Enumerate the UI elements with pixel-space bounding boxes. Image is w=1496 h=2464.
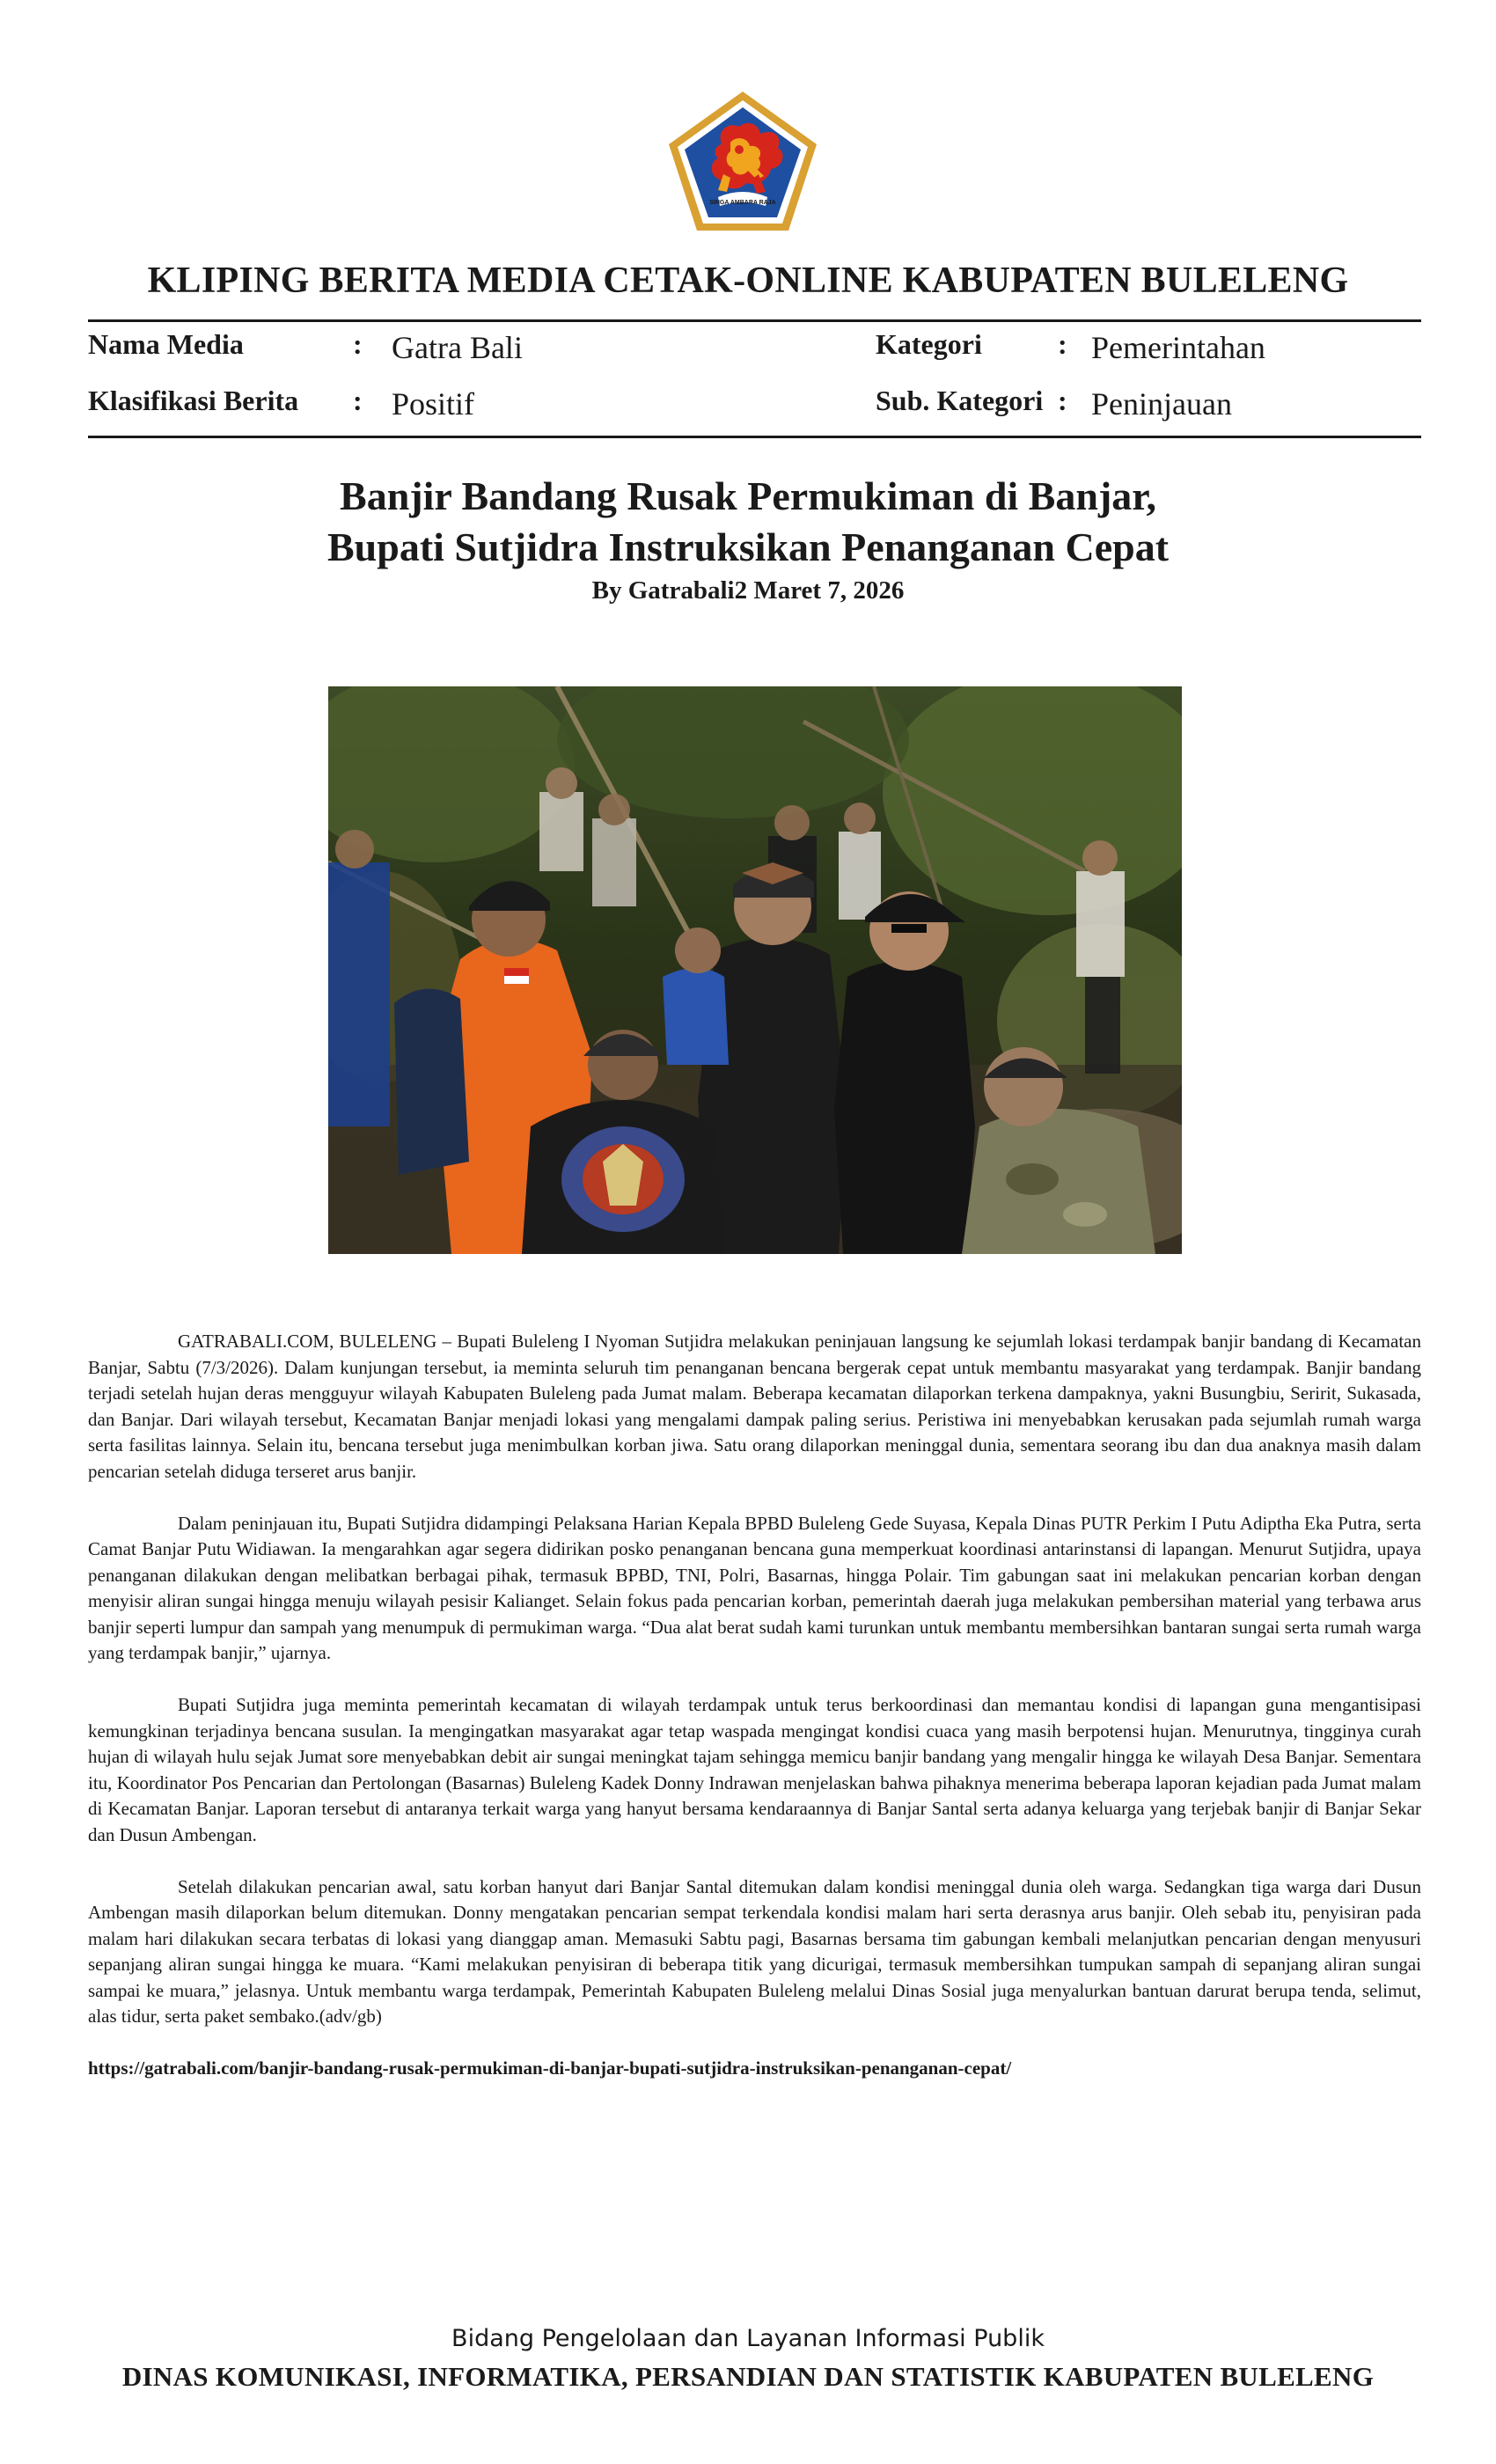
subkategori-value: Peninjauan [1091, 386, 1232, 422]
kategori-colon: : [1058, 328, 1067, 360]
source-url-link[interactable]: https://gatrabali.com/banjir-bandang-rusak-permukiman-di-banjar-bupati-sutjidra-instruksikan-penanganan-cepat/ [88, 2057, 1012, 2079]
media-colon: : [353, 328, 363, 360]
media-label: Nama Media [88, 328, 244, 360]
klasifikasi-value: Positif [392, 386, 475, 422]
logo-text: SINGA AMBARA RAJA [709, 200, 776, 206]
clipping-title: KLIPING BERITA MEDIA CETAK-ONLINE KABUPATEN BULELENG [147, 260, 1349, 301]
headline-line-2: Bupati Sutjidra Instruksikan Penanganan Cepat [326, 524, 1170, 569]
article-paragraph-2: Dalam peninjauan itu, Bupati Sutjidra didampingi Pelaksana Harian Kepala BPBD Buleleng Gede Suyasa, Kepala Dinas PUTR Perkim I Putu Adiptha Eka Putra, serta Camat Banjar Putu Widiawan. Ia mengarahkan agar segera didirikan posko penanganan bencana guna memperkuat koordinasi antarinstansi di lapangan. Menurut Sutjidra, upaya penanganan dilakukan dengan melibatkan berbagai pihak, termasuk BPBD, TNI, Polri, Basarnas, hingga Polair. Tim gabungan saat ini melakukan pencarian korban dengan menyisir aliran sungai hingga menuju wilayah pesisir Kalianget. Selain fokus pada pencarian korban, pemerintah daerah juga melakukan pembersihan material yang terbawa arus banjir seperti lumpur dan sampah yang menumpuk di permukiman warga. “Dua alat berat sudah kami turunkan untuk membantu membersihkan bantaran sungai serta rumah warga yang terdampak banjir,” ujarnya. [88, 1512, 1421, 1663]
singa-ambara-raja-logo-icon [665, 88, 820, 234]
klasifikasi-label: Klasifikasi Berita [88, 385, 299, 416]
kategori-label: Kategori [876, 328, 982, 360]
article-paragraph-1: GATRABALI.COM, BULELENG – Bupati Buleleng I Nyoman Sutjidra melakukan peninjauan langsung ke sejumlah lokasi terdampak banjir bandang di Kecamatan Banjar, Sabtu (7/3/2026). Dalam kunjungan tersebut, ia meminta seluruh tim penanganan bencana bergerak cepat untuk membantu masyarakat yang terdampak. Banjir bandang terjadi setelah hujan deras mengguyur wilayah Kabupaten Buleleng pada Jumat malam. Beberapa kecamatan dilaporkan terkena dampaknya, yakni Busungbiu, Seririt, Sukasada, dan Banjar. Dari wilayah tersebut, Kecamatan Banjar menjadi lokasi yang mengalami dampak paling serius. Peristiwa ini menyebabkan kerusakan pada sejumlah rumah warga serta fasilitas lainnya. Selain itu, bencana tersebut juga menimbulkan korban jiwa. Satu orang dilaporkan meninggal dunia, sementara seorang ibu dan dua anaknya masih dalam pencarian setelah diduga terseret arus banjir. [88, 1331, 1421, 1482]
top-divider [88, 319, 1421, 322]
media-value: Gatra Bali [392, 330, 523, 365]
footer-subtitle: Bidang Pengelolaan dan Layanan Informasi Publik [451, 2325, 1045, 2352]
klasifikasi-colon: : [353, 385, 363, 416]
news-photo [328, 686, 1182, 1254]
article-headline [88, 471, 1408, 573]
article-body [88, 1329, 1421, 2108]
kategori-value: Pemerintahan [1091, 330, 1265, 365]
bottom-divider [88, 436, 1421, 438]
subkategori-label: Sub. Kategori [876, 385, 1044, 416]
article-paragraph-4: Setelah dilakukan pencarian awal, satu korban hanyut dari Banjar Santal ditemukan dalam kondisi meninggal dunia oleh warga. Sedangkan tiga warga dari Dusun Ambengan masih dilaporkan belum ditemukan. Donny mengatakan pencarian sempat terkendala kondisi malam hari serta derasnya arus banjir. Oleh sebab itu, penyisiran pada malam hari dilakukan secara terbatas di lokasi yang dianggap aman. Memasuki Sabtu pagi, Basarnas bersama tim gabungan kembali melanjutkan pencarian dengan menyusuri sepanjang aliran sungai hingga ke muara. “Kami melakukan penyisiran di beberapa titik yang dicurigai, termasuk membersihkan tumpukan sampah di sepanjang aliran sungai sampai ke muara,” jelasnya. Untuk membantu warga terdampak, Pemerintah Kabupaten Buleleng melalui Dinas Sosial juga menyalurkan bantuan darurat berupa tenda, selimut, alas tidur, serta paket sembako.(adv/gb) [88, 1875, 1421, 2027]
headline-line-1: Banjir Bandang Rusak Permukiman di Banjar, [340, 473, 1156, 518]
article-paragraph-3: Bupati Sutjidra juga meminta pemerintah kecamatan di wilayah terdampak untuk terus berkoordinasi dan memantau kondisi di lapangan guna mengantisipasi kemungkinan terjadinya bencana susulan. Ia mengingatkan masyarakat agar tetap waspada mengingat kondisi cuaca yang masih berpotensi hujan. Menurutnya, tingginya curah hujan di wilayah hulu sejak Jumat sore menyebabkan debit air sungai meningkat tajam sehingga memicu banjir bandang yang mengalir hingga ke wilayah Desa Banjar. Sementara itu, Koordinator Pos Pencarian dan Pertolongan (Basarnas) Buleleng Kadek Donny Indrawan menjelaskan bahwa pihaknya menerima beberapa laporan kejadian pada Jumat malam di Kecamatan Banjar. Laporan tersebut di antaranya terkait warga yang hanyut bersama kendaraannya di Banjar Santal serta adanya keluarga yang terjebak banjir di Banjar Sekar dan Dusun Ambengan. [88, 1694, 1421, 1845]
footer-agency: DINAS KOMUNIKASI, INFORMATIKA, PERSANDIAN DAN STATISTIK KABUPATEN BULELENG [121, 2361, 1375, 2392]
subkategori-colon: : [1058, 385, 1067, 416]
article-byline: By Gatrabali2 Maret 7, 2026 [591, 576, 905, 605]
